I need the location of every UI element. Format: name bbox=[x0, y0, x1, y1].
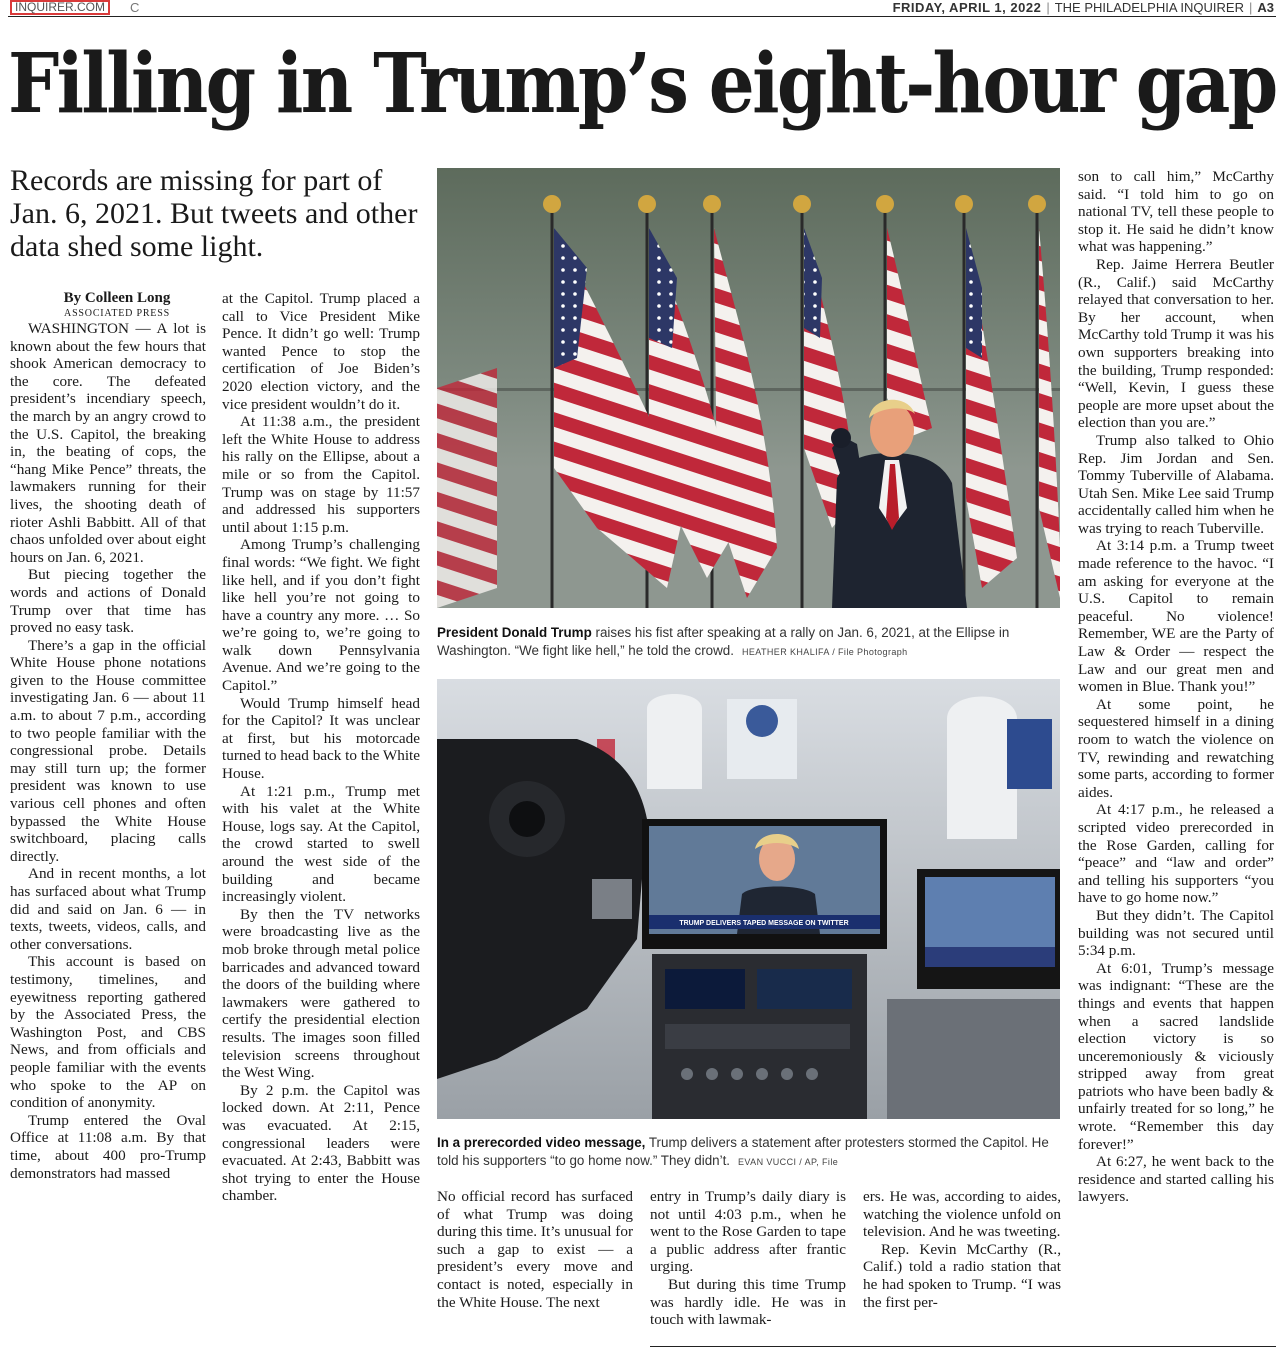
paragraph: But during this time Trump was hardly idle. He was in touch with lawmak- bbox=[650, 1275, 846, 1329]
paragraph: At 1:21 p.m., Trump met with his valet at the White House, logs say. At the Capitol, the crowd started to swell around the west side of the building and became increasingly violent. bbox=[222, 782, 420, 906]
caption-text: raises his fist after speaking at a rally on Jan. 6, 2021, at the Ellipse in Washington. “We fight like hell,” he told the crowd. bbox=[437, 625, 1010, 658]
photo-credit: EVAN VUCCI / AP, File bbox=[738, 1157, 839, 1167]
paragraph: This account is based on testimony, timelines, and eyewitness reporting gathered by the Associated Press, the Washington Post, and CBS News, and from officials and people familiar with the events who spoke to the AP on condition of anonymity. bbox=[10, 953, 206, 1112]
paragraph: At 4:17 p.m., he released a scripted video prerecorded in the Rose Garden, calling for “peace” and “law and order” and telling his supporters “you have to go home now.” bbox=[1078, 801, 1274, 907]
paragraph: At some point, he sequestered himself in a dining room to watch the violence on TV, rewinding and rewatching some parts, according to former aides. bbox=[1078, 695, 1274, 801]
article-column-1 bbox=[10, 290, 206, 1182]
paragraph: Trump also talked to Ohio Rep. Jim Jordan and Sen. Tommy Tuberville of Alabama. Utah Sen. Mike Lee said Trump accidentally called him when he was trying to reach Tuberville. bbox=[1078, 431, 1274, 537]
paragraph: son to call him,” McCarthy said. “I told him to go on national TV, tell these people to stop it. He said he didn’t know what was happening.” bbox=[1078, 168, 1274, 256]
paragraph: No official record has surfaced of what Trump was doing during this time. It’s unusual for such a gap to exist — a president’s every move and contact is noted, especially in the White House. The next bbox=[437, 1188, 633, 1311]
rally-photo bbox=[437, 168, 1060, 608]
rally-photo-image bbox=[437, 168, 1060, 608]
article-column-2 bbox=[222, 290, 420, 1205]
article-column-6 bbox=[1078, 168, 1274, 1206]
bottom-rule bbox=[650, 1346, 1276, 1347]
page-header bbox=[8, 0, 1276, 17]
paragraph: At 11:38 a.m., the president left the White House to address his rally on the Ellipse, about a mile or so from the Capitol. Trump was on stage by 11:57 and addressed his supporters until about 1:15 p.m. bbox=[222, 413, 420, 536]
paragraph: WASHINGTON — A lot is known about the few hours that shook American democracy to the core. The defeated president’s incendiary speech, the march by an angry crowd to the U.S. Capitol, the breaking in, the beating of cops, the “hang Mike Pence” threats, the lawmakers running for their lives, the shooting death of rioter Ashli Babbitt. All of that chaos unfolded over about eight hours on Jan. 6, 2021. bbox=[10, 320, 206, 566]
caption-text: Trump delivers a statement after protesters stormed the Capitol. He told his supporters “to go home now.” They didn’t. bbox=[437, 1135, 1049, 1168]
paragraph: There’s a gap in the official White House phone notations given to the House committee investigating Jan. 6 — about 11 a.m. to about 7 p.m., according to two people familiar with the congressional probe. Details may still turn up; the former president was known to use various cell phones and often bypassed the White House switchboard, placing calls directly. bbox=[10, 636, 206, 865]
pressroom-photo bbox=[437, 679, 1060, 1119]
page-number: A3 bbox=[1257, 0, 1274, 15]
caption-lead: In a prerecorded video message, bbox=[437, 1135, 646, 1150]
article-column-3 bbox=[437, 1188, 633, 1311]
paragraph: But they didn’t. The Capitol building was not secured until 5:34 p.m. bbox=[1078, 906, 1274, 960]
paragraph: Trump entered the Oval Office at 11:08 a.m. By that time, about 400 pro-Trump demonstrators had massed bbox=[10, 1111, 206, 1182]
tv-banner: TRUMP DELIVERS TAPED MESSAGE ON TWITTER bbox=[679, 920, 849, 927]
pressroom-photo-image bbox=[437, 679, 1060, 1119]
publication-name: THE PHILADELPHIA INQUIRER bbox=[1054, 0, 1244, 15]
paragraph: By then the TV networks were broadcasting live as the mob broke through metal police barricades and advanced toward the doors of the building where lawmakers were gathered to certify the presidential election results. The images soon filled television screens throughout the West Wing. bbox=[222, 905, 420, 1082]
headline: Filling in Trump’s eight-hour gap bbox=[8, 36, 1276, 132]
page-meta: FRIDAY, APRIL 1, 2022 | THE PHILADELPHIA INQUIRER | A3 bbox=[892, 0, 1274, 15]
paragraph: Rep. Kevin McCarthy (R., Calif.) told a radio station that he had spoken to Trump. “I was the first per- bbox=[863, 1240, 1061, 1311]
paragraph: At 3:14 p.m. a Trump tweet made reference to the havoc. “I am asking for everyone at the U.S. Capitol to remain peaceful. No violence! Remember, WE are the Party of Law & Order — respect the Law and our great men and women in Blue. Thank you!” bbox=[1078, 537, 1274, 696]
caption-lead: President Donald Trump bbox=[437, 625, 592, 640]
paragraph: And in recent months, a lot has surfaced about what Trump did and said on Jan. 6 — in texts, tweets, videos, calls, and other conversations. bbox=[10, 865, 206, 953]
byline: By Colleen Long bbox=[63, 290, 171, 306]
subheadline: Records are missing for part of Jan. 6, 2021. But tweets and other data shed some light. bbox=[10, 164, 418, 263]
rally-photo-caption bbox=[437, 624, 1060, 661]
paragraph: Would Trump himself head for the Capitol? It was unclear at first, but his motorcade turned to head back to the White House. bbox=[222, 694, 420, 783]
paragraph: But piecing together the words and actions of Donald Trump over that time has proved no easy task. bbox=[10, 566, 206, 637]
section-letter: C bbox=[130, 0, 140, 15]
article-column-4 bbox=[650, 1188, 846, 1329]
paragraph: Among Trump’s challenging final words: “We fight. We fight like hell, and if you don’t fight like hell you’re not going to have a country any more. … So we’re going to, we’re going to walk down Pennsylvania Avenue. And we’re going to the Capitol.” bbox=[222, 536, 420, 695]
paragraph: at the Capitol. Trump placed a call to Vice President Mike Pence. It didn’t go well: Trump wanted Pence to stop the certification of Joe Biden’s 2020 election victory, and the vice president wouldn’t do it. bbox=[222, 290, 420, 413]
byline-agency: ASSOCIATED PRESS bbox=[64, 308, 170, 319]
paragraph: Rep. Jaime Herrera Beutler (R., Calif.) said McCarthy relayed that conversation to her. By her account, when McCarthy told Trump it was his own supporters breaking into the building, Trump responded: “Well, Kevin, I guess these people are more upset about the election than you are.” bbox=[1078, 255, 1274, 432]
paragraph: At 6:01, Trump’s message was indignant: “These are the things and events that happen when a sacred landslide election victory is so unceremoniously & viciously stripped away from great patriots who have been badly & unfairly treated for so long,” he wrote. “Remember this day forever!” bbox=[1078, 959, 1274, 1153]
issue-date: FRIDAY, APRIL 1, 2022 bbox=[892, 0, 1042, 15]
paragraph: ers. He was, according to aides, watching the violence unfold on television. And he was tweeting. bbox=[863, 1188, 1061, 1241]
pressroom-photo-caption bbox=[437, 1134, 1060, 1171]
paragraph: entry in Trump’s daily diary is not until 4:03 p.m., when he went to the Rose Garden to tape a public address after frantic urging. bbox=[650, 1188, 846, 1276]
paragraph: By 2 p.m. the Capitol was locked down. At 2:11, Pence was evacuated. At 2:15, congressional leaders were evacuated. At 2:43, Babbitt was shot trying to enter the House chamber. bbox=[222, 1081, 420, 1205]
photo-credit: HEATHER KHALIFA / File Photograph bbox=[741, 647, 908, 657]
paragraph: At 6:27, he went back to the residence and started calling his lawyers. bbox=[1078, 1153, 1274, 1206]
site-tag[interactable]: INQUIRER.COM bbox=[10, 0, 110, 15]
article-column-5 bbox=[863, 1188, 1061, 1311]
